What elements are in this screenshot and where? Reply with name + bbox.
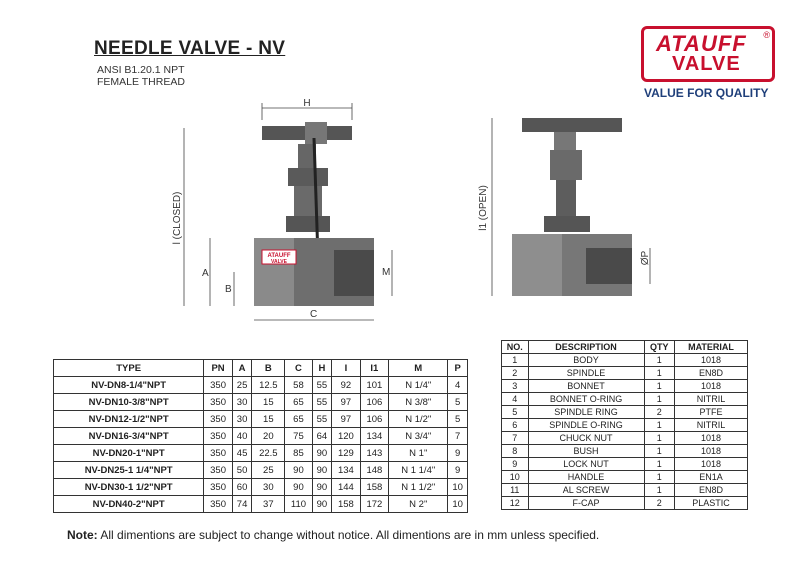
- dimensions-cell: NV-DN30-1 1/2"NPT: [54, 479, 204, 496]
- parts-cell: 1: [644, 471, 674, 484]
- dimensions-header-cell: I1: [360, 360, 388, 377]
- dimensions-cell: 58: [285, 377, 312, 394]
- dimensions-cell: 64: [312, 428, 332, 445]
- dimensions-cell: 106: [360, 394, 388, 411]
- note-text: All dimentions are subject to change without notice. All dimentions are in mm unless specified.: [97, 528, 600, 542]
- dimensions-cell: 9: [448, 462, 468, 479]
- parts-cell: LOCK NUT: [528, 458, 644, 471]
- dimensions-cell: 20: [252, 428, 285, 445]
- valve-handle-section: [522, 118, 622, 132]
- parts-header-cell: DESCRIPTION: [528, 341, 644, 354]
- dimensions-row: [54, 479, 468, 496]
- dimensions-cell: 350: [204, 411, 232, 428]
- dimensions-cell: 90: [312, 496, 332, 513]
- parts-row: [502, 445, 748, 458]
- dimensions-header-cell: B: [252, 360, 285, 377]
- dim-label-open: l1 (OPEN): [478, 185, 489, 231]
- parts-cell: 1: [644, 354, 674, 367]
- mini-logo-name: ATAUFF: [267, 253, 291, 259]
- dimensions-cell: N 1 1/2": [389, 479, 448, 496]
- standard-label: ANSI B1.20.1 NPT: [97, 64, 185, 76]
- parts-row: [502, 393, 748, 406]
- dimensions-cell: 350: [204, 377, 232, 394]
- dimensions-cell: 143: [360, 445, 388, 462]
- dimensions-header-cell: PN: [204, 360, 232, 377]
- parts-cell: 1: [644, 380, 674, 393]
- parts-cell: AL SCREW: [528, 484, 644, 497]
- parts-cell: 11: [502, 484, 529, 497]
- dimensions-cell: 120: [332, 428, 360, 445]
- valve-closed-drawing: [170, 98, 410, 328]
- dimensions-cell: 55: [312, 394, 332, 411]
- dimensions-cell: NV-DN10-3/8"NPT: [54, 394, 204, 411]
- dimensions-cell: N 1/2": [389, 411, 448, 428]
- parts-row: [502, 432, 748, 445]
- dimensions-cell: N 2": [389, 496, 448, 513]
- dimensions-row: [54, 445, 468, 462]
- dimensions-cell: NV-DN25-1 1/4"NPT: [54, 462, 204, 479]
- dimensions-cell: N 3/8": [389, 394, 448, 411]
- parts-cell: 1018: [675, 380, 748, 393]
- parts-cell: 8: [502, 445, 529, 458]
- dimensions-cell: 74: [232, 496, 252, 513]
- parts-cell: 1018: [675, 432, 748, 445]
- dimensions-cell: 15: [252, 394, 285, 411]
- dimensions-header-cell: H: [312, 360, 332, 377]
- dimensions-header-cell: C: [285, 360, 312, 377]
- dimensions-cell: 12.5: [252, 377, 285, 394]
- parts-cell: PLASTIC: [675, 497, 748, 510]
- parts-cell: EN1A: [675, 471, 748, 484]
- dimensions-cell: 134: [332, 462, 360, 479]
- dimensions-cell: 90: [312, 445, 332, 462]
- dimensions-cell: 158: [360, 479, 388, 496]
- parts-header-cell: NO.: [502, 341, 529, 354]
- dimensions-cell: 30: [232, 411, 252, 428]
- dimensions-cell: 30: [232, 394, 252, 411]
- dimensions-cell: 90: [285, 462, 312, 479]
- parts-cell: HANDLE: [528, 471, 644, 484]
- parts-cell: 2: [644, 406, 674, 419]
- dimensions-row: [54, 377, 468, 394]
- dimensions-cell: N 3/4": [389, 428, 448, 445]
- dimensions-cell: 134: [360, 428, 388, 445]
- dimensions-cell: 9: [448, 445, 468, 462]
- parts-cell: F-CAP: [528, 497, 644, 510]
- parts-row: [502, 497, 748, 510]
- parts-cell: 9: [502, 458, 529, 471]
- dimensions-cell: 350: [204, 462, 232, 479]
- dimensions-cell: 40: [232, 428, 252, 445]
- dimensions-cell: 110: [285, 496, 312, 513]
- dimensions-cell: 45: [232, 445, 252, 462]
- parts-cell: 1: [644, 367, 674, 380]
- dimensions-cell: 5: [448, 411, 468, 428]
- parts-cell: 1: [644, 445, 674, 458]
- dimensions-cell: 158: [332, 496, 360, 513]
- dimensions-header-cell: I: [332, 360, 360, 377]
- dimensions-body: [54, 377, 468, 513]
- parts-cell: 1018: [675, 458, 748, 471]
- dim-label-h: H: [303, 98, 311, 109]
- dimensions-cell: NV-DN8-1/4"NPT: [54, 377, 204, 394]
- dim-label-c: C: [310, 309, 318, 320]
- dimensions-cell: 350: [204, 496, 232, 513]
- parts-table: [501, 340, 748, 510]
- parts-row: [502, 354, 748, 367]
- parts-cell: 1: [502, 354, 529, 367]
- dimensions-cell: 25: [252, 462, 285, 479]
- dimensions-cell: 90: [285, 479, 312, 496]
- dimensions-header-cell: TYPE: [54, 360, 204, 377]
- parts-cell: PTFE: [675, 406, 748, 419]
- parts-cell: 6: [502, 419, 529, 432]
- dimensions-cell: 22.5: [252, 445, 285, 462]
- dim-label-phi-p: ØP: [640, 250, 651, 266]
- dimensions-cell: 25: [232, 377, 252, 394]
- parts-cell: BODY: [528, 354, 644, 367]
- dimensions-cell: 129: [332, 445, 360, 462]
- parts-row: [502, 380, 748, 393]
- dimensions-cell: NV-DN16-3/4"NPT: [54, 428, 204, 445]
- dim-label-closed: l (CLOSED): [172, 191, 183, 245]
- dimensions-cell: 75: [285, 428, 312, 445]
- parts-cell: EN8D: [675, 484, 748, 497]
- logo-registered-mark: ®: [763, 30, 770, 40]
- parts-cell: 1018: [675, 445, 748, 458]
- dim-label-a: A: [202, 268, 209, 279]
- parts-cell: NITRIL: [675, 393, 748, 406]
- dim-label-b: B: [225, 284, 232, 295]
- dimensions-cell: 65: [285, 394, 312, 411]
- logo-name: ATAUFF: [656, 31, 747, 56]
- parts-header-cell: MATERIAL: [675, 341, 748, 354]
- dimensions-cell: 90: [312, 462, 332, 479]
- parts-row: [502, 471, 748, 484]
- dimensions-cell: 37: [252, 496, 285, 513]
- parts-cell: NITRIL: [675, 419, 748, 432]
- parts-cell: 1: [644, 432, 674, 445]
- parts-cell: 1: [644, 484, 674, 497]
- parts-cell: 12: [502, 497, 529, 510]
- dimensions-row: [54, 394, 468, 411]
- dimensions-cell: 350: [204, 428, 232, 445]
- parts-cell: EN8D: [675, 367, 748, 380]
- parts-row: [502, 367, 748, 380]
- dimensions-cell: 85: [285, 445, 312, 462]
- parts-cell: CHUCK NUT: [528, 432, 644, 445]
- parts-cell: 1: [644, 393, 674, 406]
- dimensions-table: [53, 359, 468, 513]
- parts-cell: SPINDLE: [528, 367, 644, 380]
- parts-row: [502, 406, 748, 419]
- dimensions-cell: 106: [360, 411, 388, 428]
- dimensions-cell: 350: [204, 479, 232, 496]
- dimensions-cell: 101: [360, 377, 388, 394]
- dimensions-cell: 7: [448, 428, 468, 445]
- parts-cell: 3: [502, 380, 529, 393]
- valve-open-section-drawing: [472, 98, 672, 308]
- dimensions-cell: 10: [448, 479, 468, 496]
- dimensions-row: [54, 411, 468, 428]
- dimensions-cell: 60: [232, 479, 252, 496]
- dimensions-cell: N 1/4": [389, 377, 448, 394]
- brand-logo: [641, 26, 775, 82]
- dimensions-cell: 55: [312, 377, 332, 394]
- parts-header-row: [502, 341, 748, 354]
- parts-cell: BONNET O-RING: [528, 393, 644, 406]
- parts-cell: 1: [644, 419, 674, 432]
- dimensions-cell: N 1": [389, 445, 448, 462]
- dimensions-cell: NV-DN20-1"NPT: [54, 445, 204, 462]
- parts-row: [502, 458, 748, 471]
- dimensions-cell: 55: [312, 411, 332, 428]
- dimensions-cell: 10: [448, 496, 468, 513]
- parts-cell: 2: [644, 497, 674, 510]
- parts-cell: SPINDLE O-RING: [528, 419, 644, 432]
- dimensions-cell: 15: [252, 411, 285, 428]
- parts-cell: BUSH: [528, 445, 644, 458]
- dimensions-header-cell: P: [448, 360, 468, 377]
- page-title: NEEDLE VALVE - NV: [94, 38, 286, 59]
- mini-logo-valve: VALVE: [271, 259, 287, 265]
- dimensions-cell: N 1 1/4": [389, 462, 448, 479]
- parts-cell: SPINDLE RING: [528, 406, 644, 419]
- parts-cell: BONNET: [528, 380, 644, 393]
- parts-cell: 7: [502, 432, 529, 445]
- dim-label-m: M: [382, 267, 391, 278]
- dimensions-cell: 148: [360, 462, 388, 479]
- parts-cell: 5: [502, 406, 529, 419]
- parts-cell: 1: [644, 458, 674, 471]
- dimensions-cell: 97: [332, 411, 360, 428]
- note-label: Note:: [67, 528, 98, 542]
- dimensions-cell: 5: [448, 394, 468, 411]
- parts-body: [502, 354, 748, 510]
- dimensions-cell: 350: [204, 445, 232, 462]
- dimensions-row: [54, 462, 468, 479]
- dimensions-cell: 90: [312, 479, 332, 496]
- footnote: [67, 528, 599, 542]
- parts-cell: 1018: [675, 354, 748, 367]
- parts-row: [502, 484, 748, 497]
- dimensions-cell: 92: [332, 377, 360, 394]
- thread-label: FEMALE THREAD: [97, 76, 185, 88]
- dimensions-row: [54, 496, 468, 513]
- parts-cell: 10: [502, 471, 529, 484]
- tagline: VALUE FOR QUALITY: [644, 86, 769, 100]
- dimensions-header-cell: A: [232, 360, 252, 377]
- parts-cell: 2: [502, 367, 529, 380]
- dimensions-row: [54, 428, 468, 445]
- dimensions-cell: 144: [332, 479, 360, 496]
- parts-header-cell: QTY: [644, 341, 674, 354]
- dimensions-cell: 172: [360, 496, 388, 513]
- dimensions-header-row: [54, 360, 468, 377]
- dimensions-cell: 350: [204, 394, 232, 411]
- dimensions-cell: NV-DN12-1/2"NPT: [54, 411, 204, 428]
- dimensions-cell: 50: [232, 462, 252, 479]
- logo-valve: VALVE: [672, 53, 741, 75]
- dimensions-cell: 65: [285, 411, 312, 428]
- parts-cell: 4: [502, 393, 529, 406]
- dimensions-cell: NV-DN40-2"NPT: [54, 496, 204, 513]
- dimensions-cell: 30: [252, 479, 285, 496]
- dimensions-cell: 4: [448, 377, 468, 394]
- dimensions-header-cell: M: [389, 360, 448, 377]
- parts-row: [502, 419, 748, 432]
- dimensions-cell: 97: [332, 394, 360, 411]
